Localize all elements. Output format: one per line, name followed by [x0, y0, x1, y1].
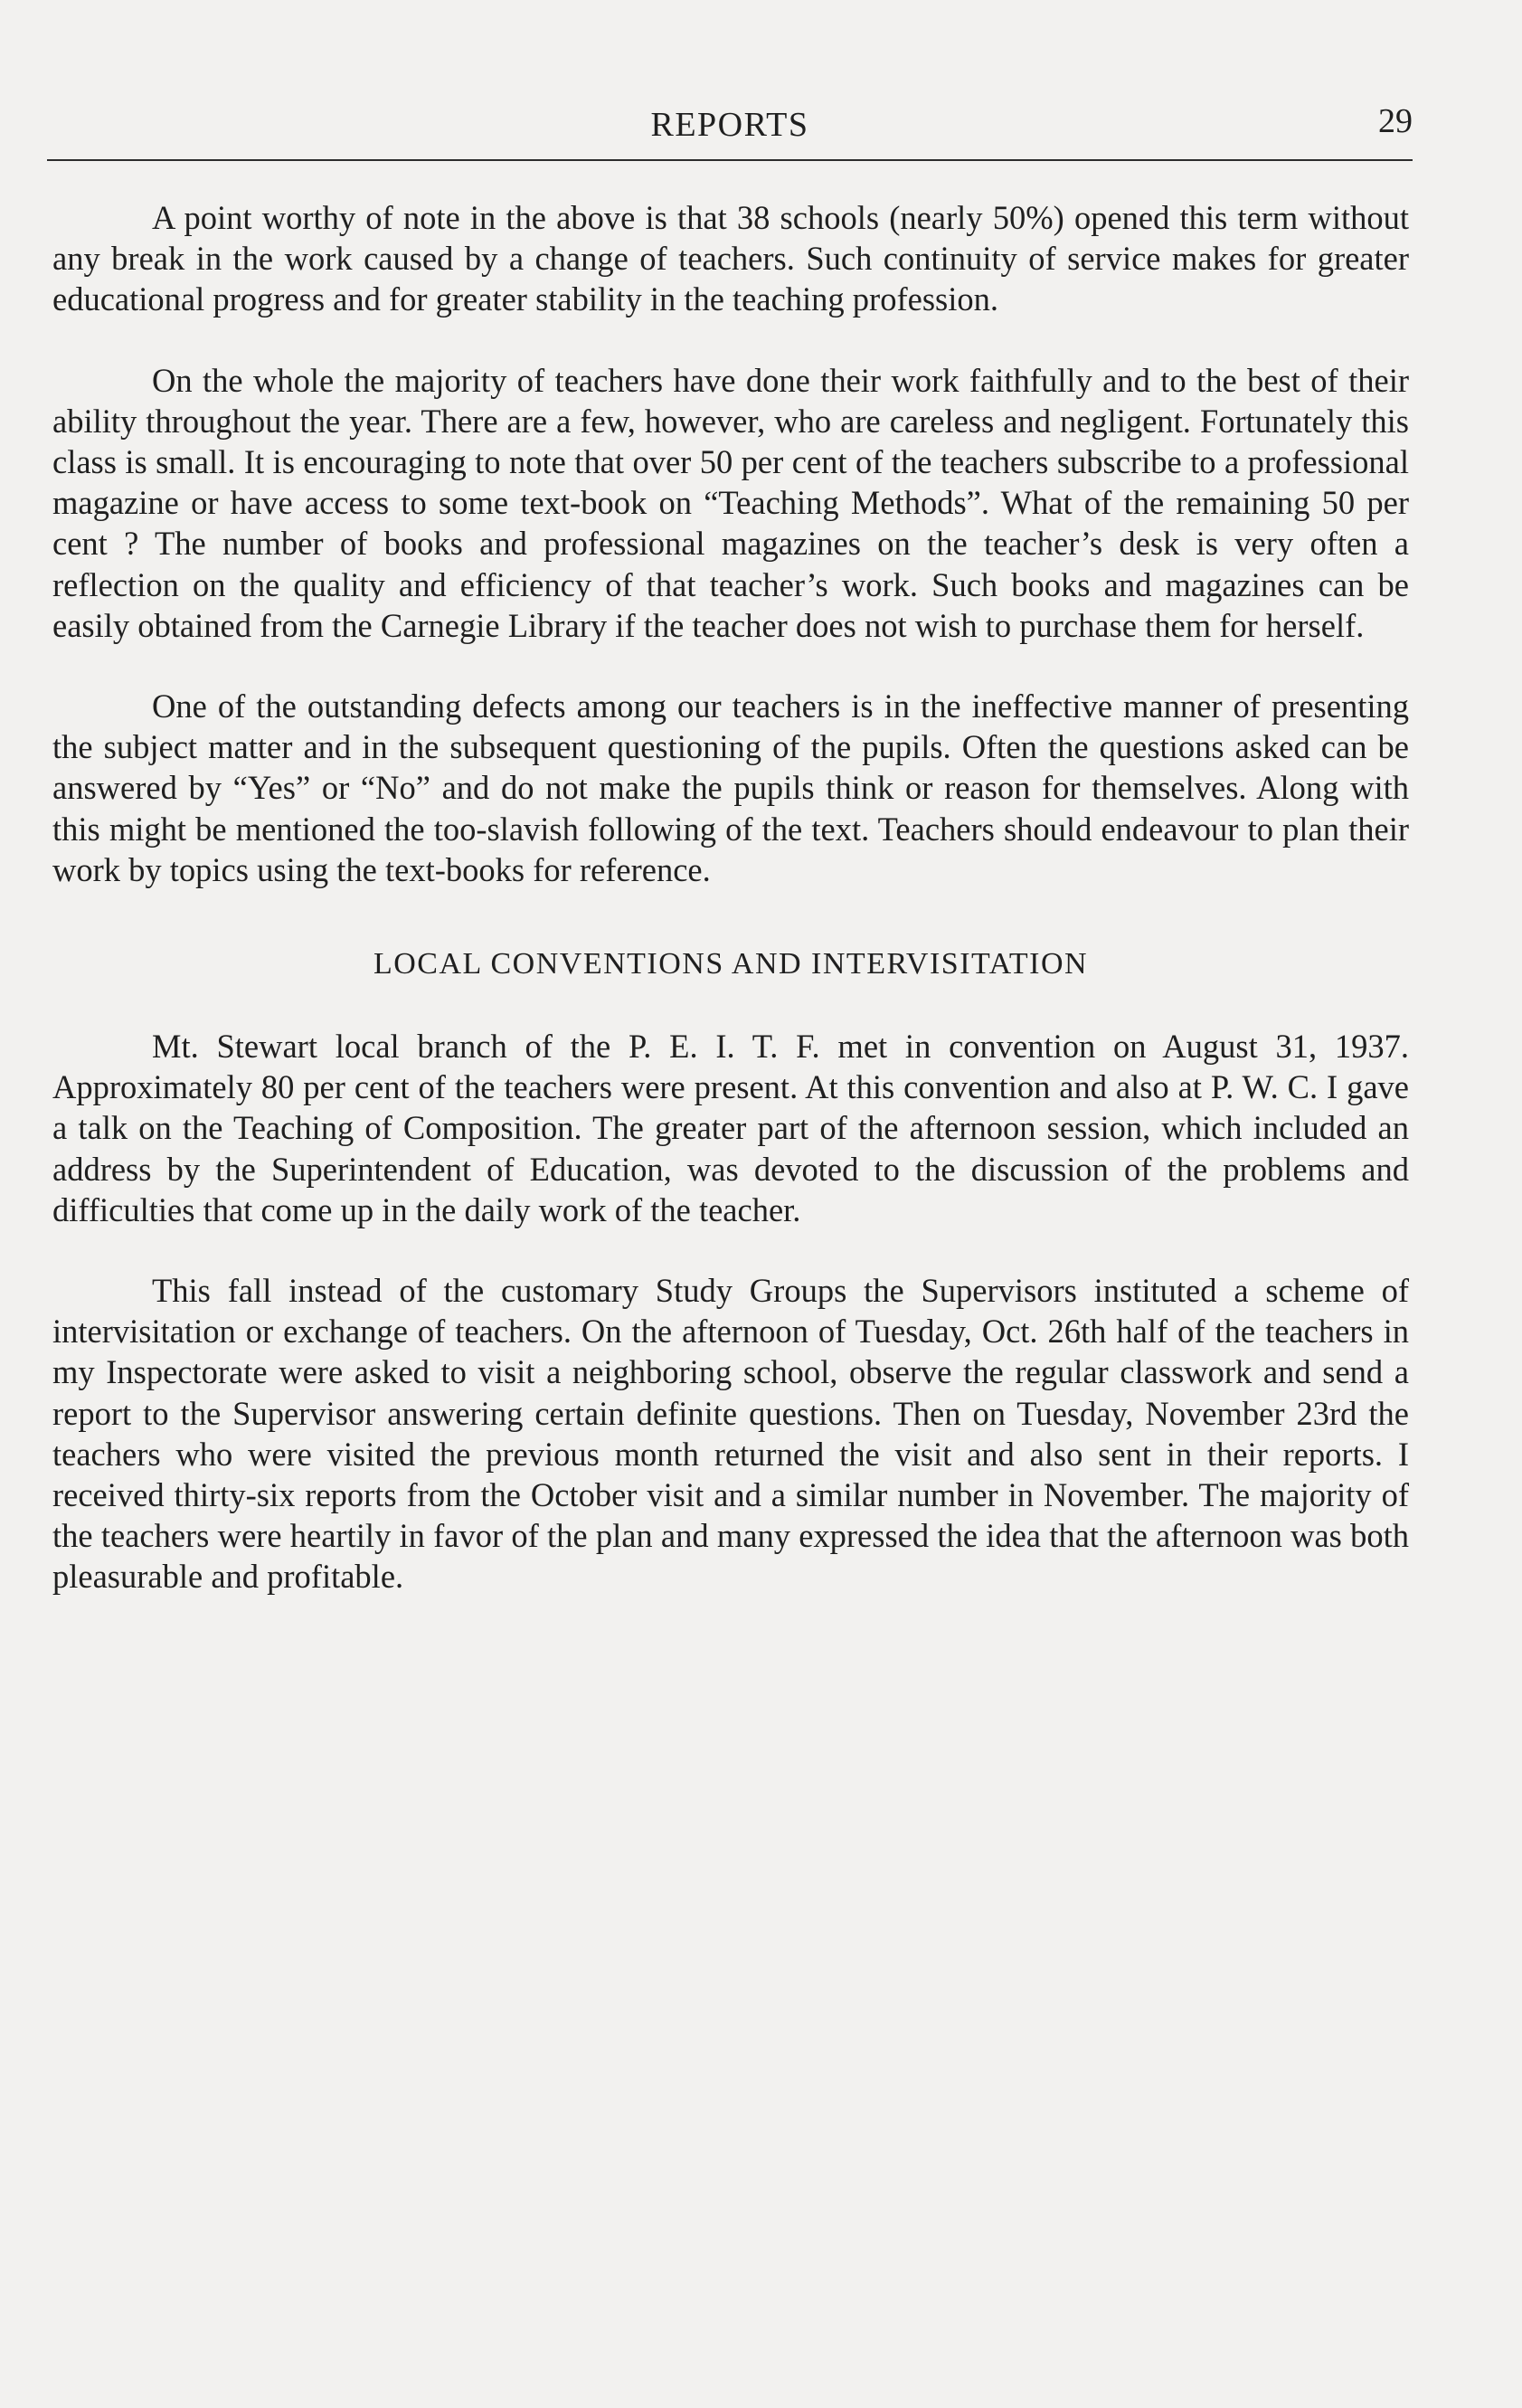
section-heading: LOCAL CONVENTIONS AND INTERVISITATION — [373, 947, 1089, 981]
paragraph-teachers-work: On the whole the majority of teachers have done their work faithfully and to the best of their ability throughout the year. There are a few, however, who are careless and negligent. Fortunately this class is small. It is encouraging to note that over 50 per cent of the teachers subscribe to a professional magazine or have access to some text-book on “Teaching Methods”. What of the remaining 50 per cent ? The number of books and professional magazines on the teacher’s desk is very often a reflection on the quality and efficiency of that teacher’s work. Such books and magazines can be easily obtained from the Carnegie Library if the teacher does not wish to purchase them for herself. — [52, 361, 1409, 644]
header-rule — [47, 159, 1413, 161]
running-header — [47, 101, 1413, 157]
body-text — [52, 197, 1409, 1597]
page-number: 29 — [1378, 102, 1413, 140]
paragraph-convention: Mt. Stewart local branch of the P. E. I. T. F. met in convention on August 31, 1937. Approximately 80 per cent of the teachers were present. At this convention and also at P. W. C. I gave a talk on the Teaching of Composition. The greater part of the afternoon session, which included an address by the Superintendent of Education, was devoted to the discussion of the problems and difficulties that come up in the daily work of the teacher. — [52, 1028, 1409, 1228]
paragraph-continuity: A point worthy of note in the above is that 38 schools (nearly 50%) opened this term without any break in the work caused by a change of teachers. Such continuity of service makes for greater educational progress and for greater stability in the teaching profession. — [52, 199, 1409, 318]
paragraph-intervisitation: This fall instead of the customary Study Groups the Supervisors instituted a scheme of intervisitation or exchange of teachers. On the afternoon of Tuesday, Oct. 26th half of the teachers in my Inspectorate were asked to visit a neighboring school, observe the regular classwork and send a report to the Supervisor answering certain definite questions. Then on Tuesday, November 23rd the teachers who were visited the previous month returned the visit and also sent in their reports. I received thirty-six reports from the October visit and a similar number in November. The majority of the teachers were heartily in favor of the plan and many expressed the idea that the afternoon was both pleasurable and profitable. — [52, 1272, 1409, 1596]
paragraph-defects: One of the outstanding defects among our teachers is in the ineffective manner of presenting the subject matter and in the subsequent questioning of the pupils. Often the questions asked can be answered by “Yes” or “No” and do not make the pupils think or reason for themselves. Along with this might be mentioned the too-slavish following of the text. Teachers should endeavour to plan their work by topics using the text-books for reference. — [52, 687, 1409, 888]
running-title: REPORTS — [650, 106, 809, 144]
